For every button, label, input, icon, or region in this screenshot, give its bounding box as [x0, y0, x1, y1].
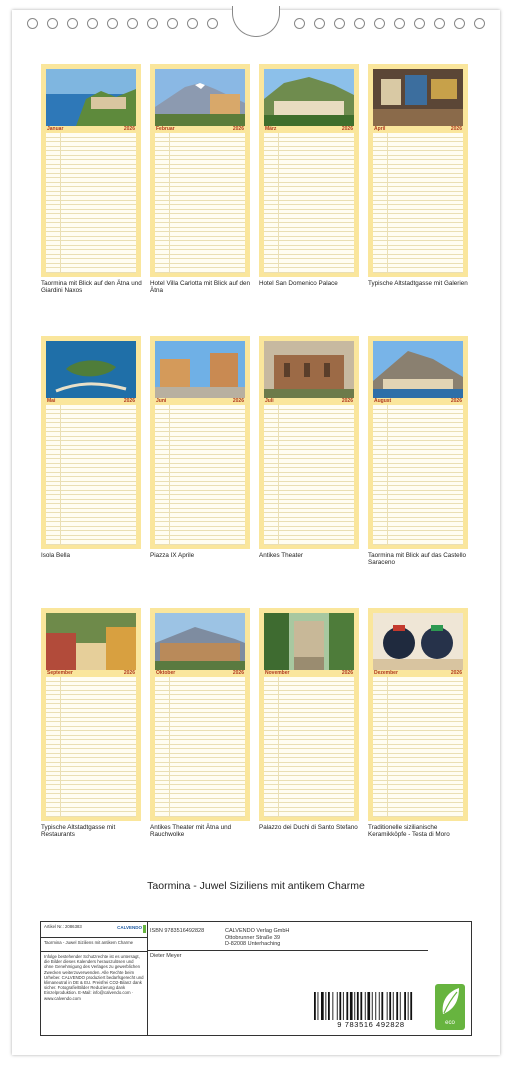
- binding-hole: [107, 18, 118, 29]
- month-year: 2026: [123, 670, 135, 676]
- month-photo: [373, 69, 463, 126]
- month-card: [150, 64, 250, 277]
- month-header: [46, 126, 136, 132]
- barcode-number: 9 783516 492828: [310, 1020, 432, 1029]
- month-year: 2026: [232, 398, 244, 404]
- planner-grid: [264, 677, 354, 817]
- day-row: [155, 540, 245, 545]
- photo-caption: Hotel San Domenico Palace: [259, 280, 338, 287]
- month-name: November: [265, 670, 290, 676]
- month-name: April: [374, 126, 386, 132]
- isbn: ISBN 9783516492828: [150, 928, 205, 934]
- day-row: [46, 812, 136, 817]
- month-year: 2026: [232, 670, 244, 676]
- month-header: [264, 126, 354, 132]
- month-header: [46, 670, 136, 676]
- month-card: [41, 608, 141, 821]
- binding-hole: [127, 18, 138, 29]
- info-middle-column: [148, 922, 428, 1035]
- planner-grid: [373, 133, 463, 273]
- planner-grid: [264, 405, 354, 545]
- eco-label: eco: [445, 1020, 455, 1026]
- month-year: 2026: [341, 670, 353, 676]
- legal-text: Infolge bestehender Schutzrechte ist es untersagt, die Bilder dieses Kalenders herauszulösen und ohne Genehmigung des Verlages zu gewerblichen Zwecken weiterzuverwenden. Alle Rechte beim Urheber. CALVENDO produziert bedarfsgerecht und klimaneutral in DE & EU. Preisfrei CO2-Bilanz dank sicher. Fotografie/Bilder Reduzierung dank Einzelproduktion. E-Mail: info@calvendo.com · www.calvendo.com: [44, 954, 144, 1001]
- month-header: [264, 670, 354, 676]
- publisher-street: Ottobrunner Straße 39: [225, 934, 281, 941]
- eco-badge: [435, 984, 465, 1030]
- month-name: Dezember: [374, 670, 398, 676]
- planner-grid: [155, 677, 245, 817]
- month-year: 2026: [123, 126, 135, 132]
- binding-hole: [374, 18, 385, 29]
- month-card: [259, 608, 359, 821]
- month-card: [41, 64, 141, 277]
- day-row: [264, 268, 354, 273]
- month-year: 2026: [450, 398, 462, 404]
- month-photo: [46, 341, 136, 398]
- photo-caption: Typische Altstadtgasse mit Galerien: [368, 280, 468, 287]
- month-photo: [264, 69, 354, 126]
- planner-grid: [46, 133, 136, 273]
- day-row: [46, 540, 136, 545]
- publisher-name: CALVENDO Verlag GmbH: [225, 928, 290, 934]
- info-left-column: [41, 922, 148, 1035]
- day-row: [155, 268, 245, 273]
- month-header: [155, 398, 245, 404]
- planner-grid: [46, 677, 136, 817]
- month-year: 2026: [123, 398, 135, 404]
- month-name: Februar: [156, 126, 175, 132]
- binding-hole: [27, 18, 38, 29]
- month-header: [373, 670, 463, 676]
- month-photo: [373, 613, 463, 670]
- month-card: [368, 336, 468, 549]
- month-header: [155, 126, 245, 132]
- month-card: [259, 64, 359, 277]
- month-year: 2026: [450, 670, 462, 676]
- month-header: [46, 398, 136, 404]
- photo-caption: Hotel Villa Carlotta mit Blick auf den Ätna: [150, 280, 250, 294]
- photo-caption: Palazzo dei Duchi di Santo Stefano: [259, 824, 358, 831]
- month-name: Januar: [47, 126, 64, 132]
- day-row: [373, 540, 463, 545]
- binding-hole: [294, 18, 305, 29]
- binding-hole: [167, 18, 178, 29]
- planner-grid: [155, 405, 245, 545]
- info-right-column: [429, 922, 471, 1035]
- info-block: [40, 921, 472, 1036]
- binding-hole: [454, 18, 465, 29]
- month-photo: [46, 613, 136, 670]
- month-photo: [155, 341, 245, 398]
- photo-caption: Antikes Theater: [259, 552, 303, 559]
- publisher-address: [225, 928, 289, 948]
- binding-hole: [207, 18, 218, 29]
- day-row: [264, 540, 354, 545]
- planner-grid: [46, 405, 136, 545]
- binding-hole: [414, 18, 425, 29]
- day-row: [373, 268, 463, 273]
- day-row: [264, 812, 354, 817]
- month-name: Mai: [47, 398, 56, 404]
- month-year: 2026: [232, 126, 244, 132]
- binding-hole: [434, 18, 445, 29]
- photo-caption: Taormina mit Blick auf das Castello Saraceno: [368, 552, 466, 566]
- month-year: 2026: [341, 126, 353, 132]
- month-year: 2026: [341, 398, 353, 404]
- month-header: [155, 670, 245, 676]
- author: Dieter Meyer: [150, 953, 182, 959]
- month-card: [368, 64, 468, 277]
- month-photo: [264, 613, 354, 670]
- photo-caption: Typische Altstadtgasse mit Restaurants: [41, 824, 116, 838]
- day-row: [373, 812, 463, 817]
- month-header: [373, 398, 463, 404]
- month-name: September: [47, 670, 73, 676]
- month-card: [150, 608, 250, 821]
- subtitle-row: Taormina - Juwel Siziliens mit antikem Charme: [41, 938, 147, 952]
- photo-caption: Piazza IX Aprile: [150, 552, 195, 559]
- month-card: [368, 608, 468, 821]
- day-row: [46, 268, 136, 273]
- binding-hole: [354, 18, 365, 29]
- binding-hole: [187, 18, 198, 29]
- planner-grid: [373, 405, 463, 545]
- month-photo: [373, 341, 463, 398]
- calvendo-logo: CALVENDO: [117, 925, 142, 930]
- planner-grid: [264, 133, 354, 273]
- day-row: [155, 812, 245, 817]
- binding-hole: [334, 18, 345, 29]
- month-header: [373, 126, 463, 132]
- photo-caption: Antikes Theater mit Ätna und Rauchwolke: [150, 824, 232, 838]
- month-photo: [155, 69, 245, 126]
- publisher-city: D-82008 Unterhaching: [225, 941, 281, 947]
- binding-hole: [67, 18, 78, 29]
- month-name: März: [265, 126, 277, 132]
- photo-caption: Traditionelle sizilianische Keramikköpfe - Testa di Moro: [368, 824, 450, 838]
- photo-caption: Isola Bella: [41, 552, 71, 559]
- month-name: August: [374, 398, 392, 404]
- month-card: [259, 336, 359, 549]
- binding-hole: [474, 18, 485, 29]
- binding-hole: [47, 18, 58, 29]
- planner-grid: [373, 677, 463, 817]
- month-photo: [46, 69, 136, 126]
- month-card: [150, 336, 250, 549]
- binding-hole: [314, 18, 325, 29]
- leaf-icon: [435, 984, 465, 1018]
- month-header: [264, 398, 354, 404]
- article-row: [41, 922, 147, 938]
- month-photo: [155, 613, 245, 670]
- binding-hole: [394, 18, 405, 29]
- month-name: Juni: [156, 398, 167, 404]
- month-name: Oktober: [156, 670, 176, 676]
- photo-caption: Taormina mit Blick auf den Ätna und Giardini Naxos: [41, 280, 142, 294]
- binding-hole: [87, 18, 98, 29]
- month-year: 2026: [450, 126, 462, 132]
- binding-hole: [147, 18, 158, 29]
- month-name: Juli: [265, 398, 274, 404]
- article-number: Artikel Nr.: 2086383: [44, 924, 82, 929]
- logo-leaf-icon: [143, 925, 146, 933]
- calendar-title: Taormina - Juwel Siziliens mit antikem Charme: [147, 880, 365, 892]
- month-photo: [264, 341, 354, 398]
- planner-grid: [155, 133, 245, 273]
- month-card: [41, 336, 141, 549]
